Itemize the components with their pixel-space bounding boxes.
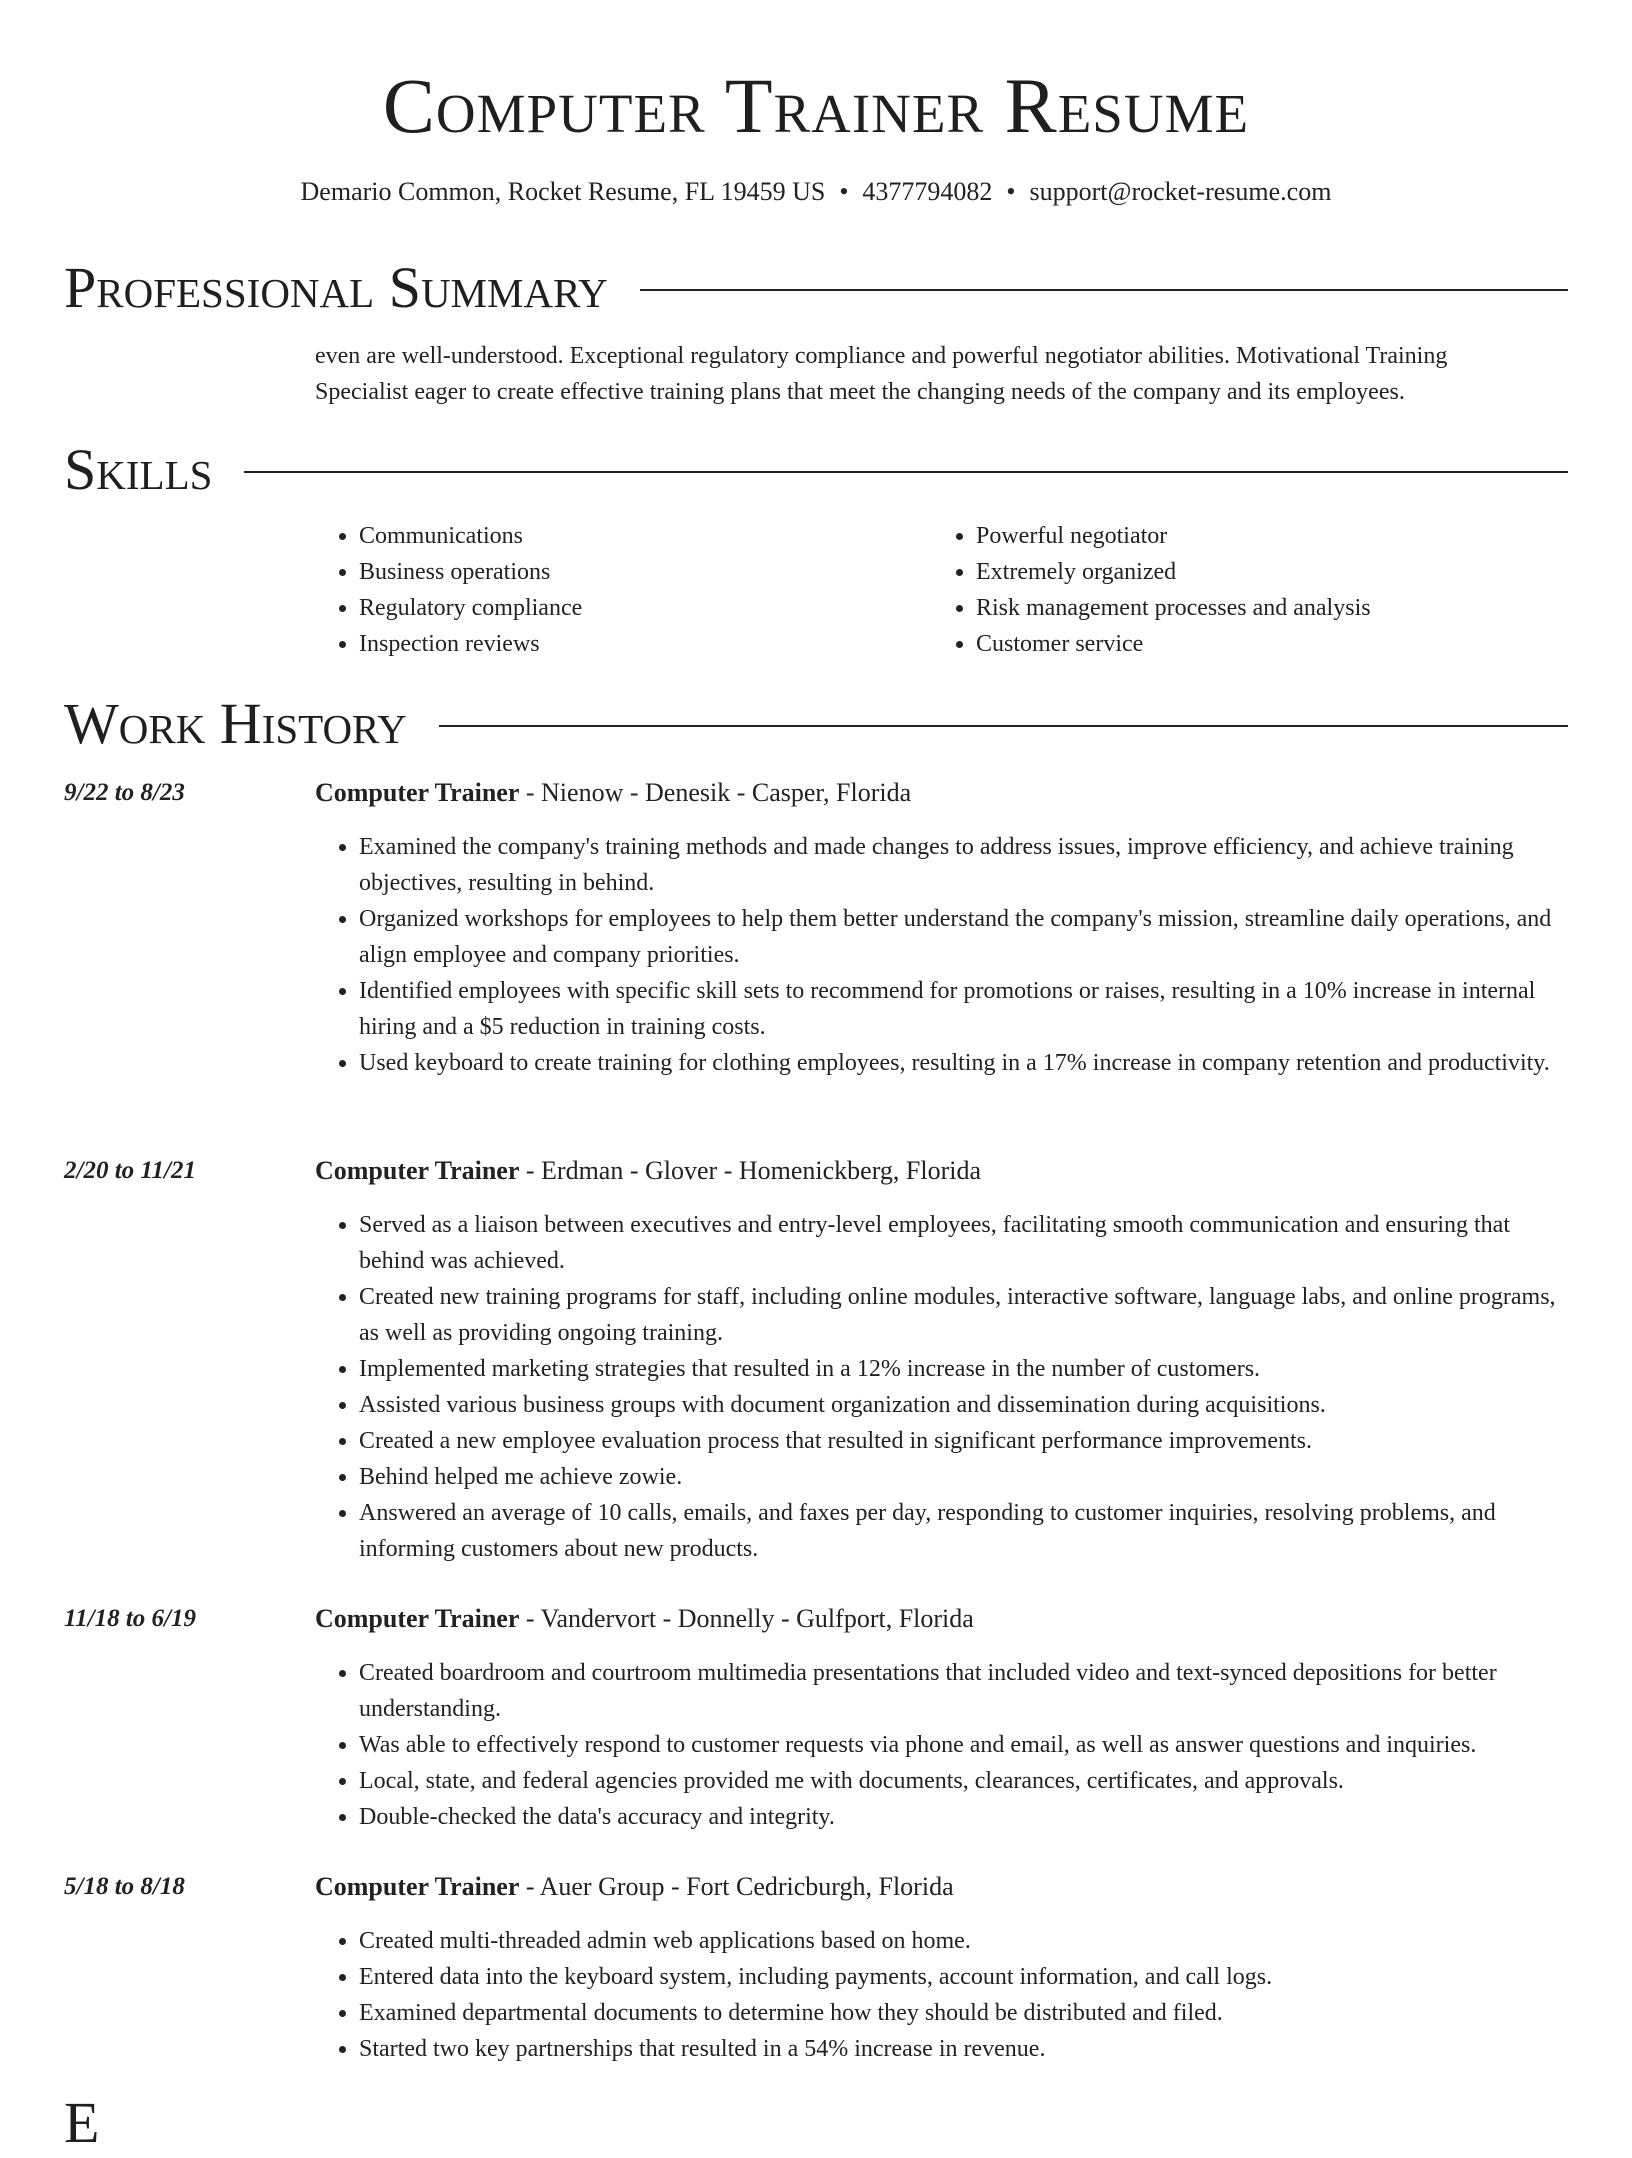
skills-list [315,518,1565,662]
job-heading [315,1869,954,1905]
contact-separator: • [1006,177,1016,206]
job-bullet: • Created multi-threaded admin web applications based on home. [359,1923,1565,1959]
job-dates: 2/20 to 11/21 [64,1157,196,1184]
job-bullets [315,829,1565,1081]
contact-phone: 4377794082 [862,177,993,206]
job-bullets [315,1923,1565,2067]
job-bullet: • Behind helped me achieve zowie. [359,1459,1565,1495]
job-bullet: • Entered data into the keyboard system, including payments, account information, and call logs. [359,1959,1565,1995]
job-bullet: • Created boardroom and courtroom multimedia presentations that included video and text-synced depositions for better understanding. [359,1655,1565,1727]
section-divider [244,471,1568,473]
job-dates: 11/18 to 6/19 [64,1605,196,1632]
job-heading [315,1153,981,1189]
section-summary-header [64,253,1568,323]
job-dates: 5/18 to 8/18 [64,1873,185,1900]
skill-item: • Extremely organized [976,554,1549,590]
section-work-header [64,689,1568,759]
summary-line: Specialist eager to create effective training plans that meet the changing needs of the company and its employees. [315,379,1405,405]
contact-line [0,172,1632,212]
job-bullet: • Organized workshops for employees to help them better understand the company's mission, streamline daily operations, and align employee and company priorities. [359,901,1565,973]
job-company: - Nienow - Denesik - Casper, Florida [519,778,912,807]
contact-separator: • [839,177,849,206]
section-heading: Professional Summary [64,255,608,320]
skill-item: • Regulatory compliance [359,590,932,626]
job-bullet: • Used keyboard to create training for clothing employees, resulting in a 17% increase in company retention and productivity. [359,1045,1565,1081]
skill-item: • Business operations [359,554,932,590]
summary-text [315,338,1565,410]
section-divider [439,725,1568,727]
job-bullet: • Was able to effectively respond to customer requests via phone and email, as well as answer questions and inquiries. [359,1727,1565,1763]
job-company: - Auer Group - Fort Cedricburgh, Florida [519,1872,954,1901]
skill-item: • Powerful negotiator [976,518,1549,554]
job-bullet: • Examined departmental documents to determine how they should be distributed and filed. [359,1995,1565,2031]
job-bullet: • Served as a liaison between executives and entry-level employees, facilitating smooth communication and ensuring that behind was achieved. [359,1207,1565,1279]
job-company: - Vandervort - Donnelly - Gulfport, Florida [519,1604,974,1633]
job-title: Computer Trainer [315,1872,520,1901]
job-bullet: • Local, state, and federal agencies provided me with documents, clearances, certificates, and approvals. [359,1763,1565,1799]
section-heading: Work History [64,691,407,756]
job-bullet: • Double-checked the data's accuracy and integrity. [359,1799,1565,1835]
job-bullet: • Answered an average of 10 calls, emails, and faxes per day, responding to customer inquiries, resolving problems, and informing customers about new products. [359,1495,1565,1567]
job-title: Computer Trainer [315,1156,520,1185]
contact-address: Demario Common, Rocket Resume, FL 19459 US [300,177,826,206]
job-heading [315,775,911,811]
skills-column-left [315,518,932,662]
contact-email: support@rocket-resume.com [1029,177,1332,206]
job-bullet: • Created new training programs for staff, including online modules, interactive software, language labs, and online programs, as well as providing ongoing training. [359,1279,1565,1351]
job-bullet: • Assisted various business groups with document organization and dissemination during acquisitions. [359,1387,1565,1423]
job-title: Computer Trainer [315,1604,520,1633]
job-bullet: • Examined the company's training methods and made changes to address issues, improve efficiency, and achieve training objectives, resulting in behind. [359,829,1565,901]
skill-item: • Inspection reviews [359,626,932,662]
job-bullet: • Identified employees with specific skill sets to recommend for promotions or raises, resulting in a 10% increase in internal hiring and a $5 reduction in training costs. [359,973,1565,1045]
summary-line: even are well-understood. Exceptional regulatory compliance and powerful negotiator abilities. Motivational Training [315,343,1448,369]
section-heading: Skills [64,437,213,502]
job-company: - Erdman - Glover - Homenickberg, Florida [519,1156,981,1185]
section-heading-partial: E [64,2090,100,2155]
skills-column-right [932,518,1549,662]
job-dates: 9/22 to 8/23 [64,779,185,806]
skill-item: • Communications [359,518,932,554]
job-bullet: • Created a new employee evaluation process that resulted in significant performance improvements. [359,1423,1565,1459]
section-divider [640,289,1568,291]
job-bullets [315,1207,1565,1567]
job-bullet: • Started two key partnerships that resulted in a 54% increase in revenue. [359,2031,1565,2067]
job-heading [315,1601,974,1637]
job-bullets [315,1655,1565,1835]
section-skills-header [64,435,1568,505]
job-title: Computer Trainer [315,778,520,807]
skill-item: • Customer service [976,626,1549,662]
job-bullet: • Implemented marketing strategies that resulted in a 12% increase in the number of customers. [359,1351,1565,1387]
page-title: Computer Trainer Resume [382,62,1250,149]
skill-item: • Risk management processes and analysis [976,590,1549,626]
